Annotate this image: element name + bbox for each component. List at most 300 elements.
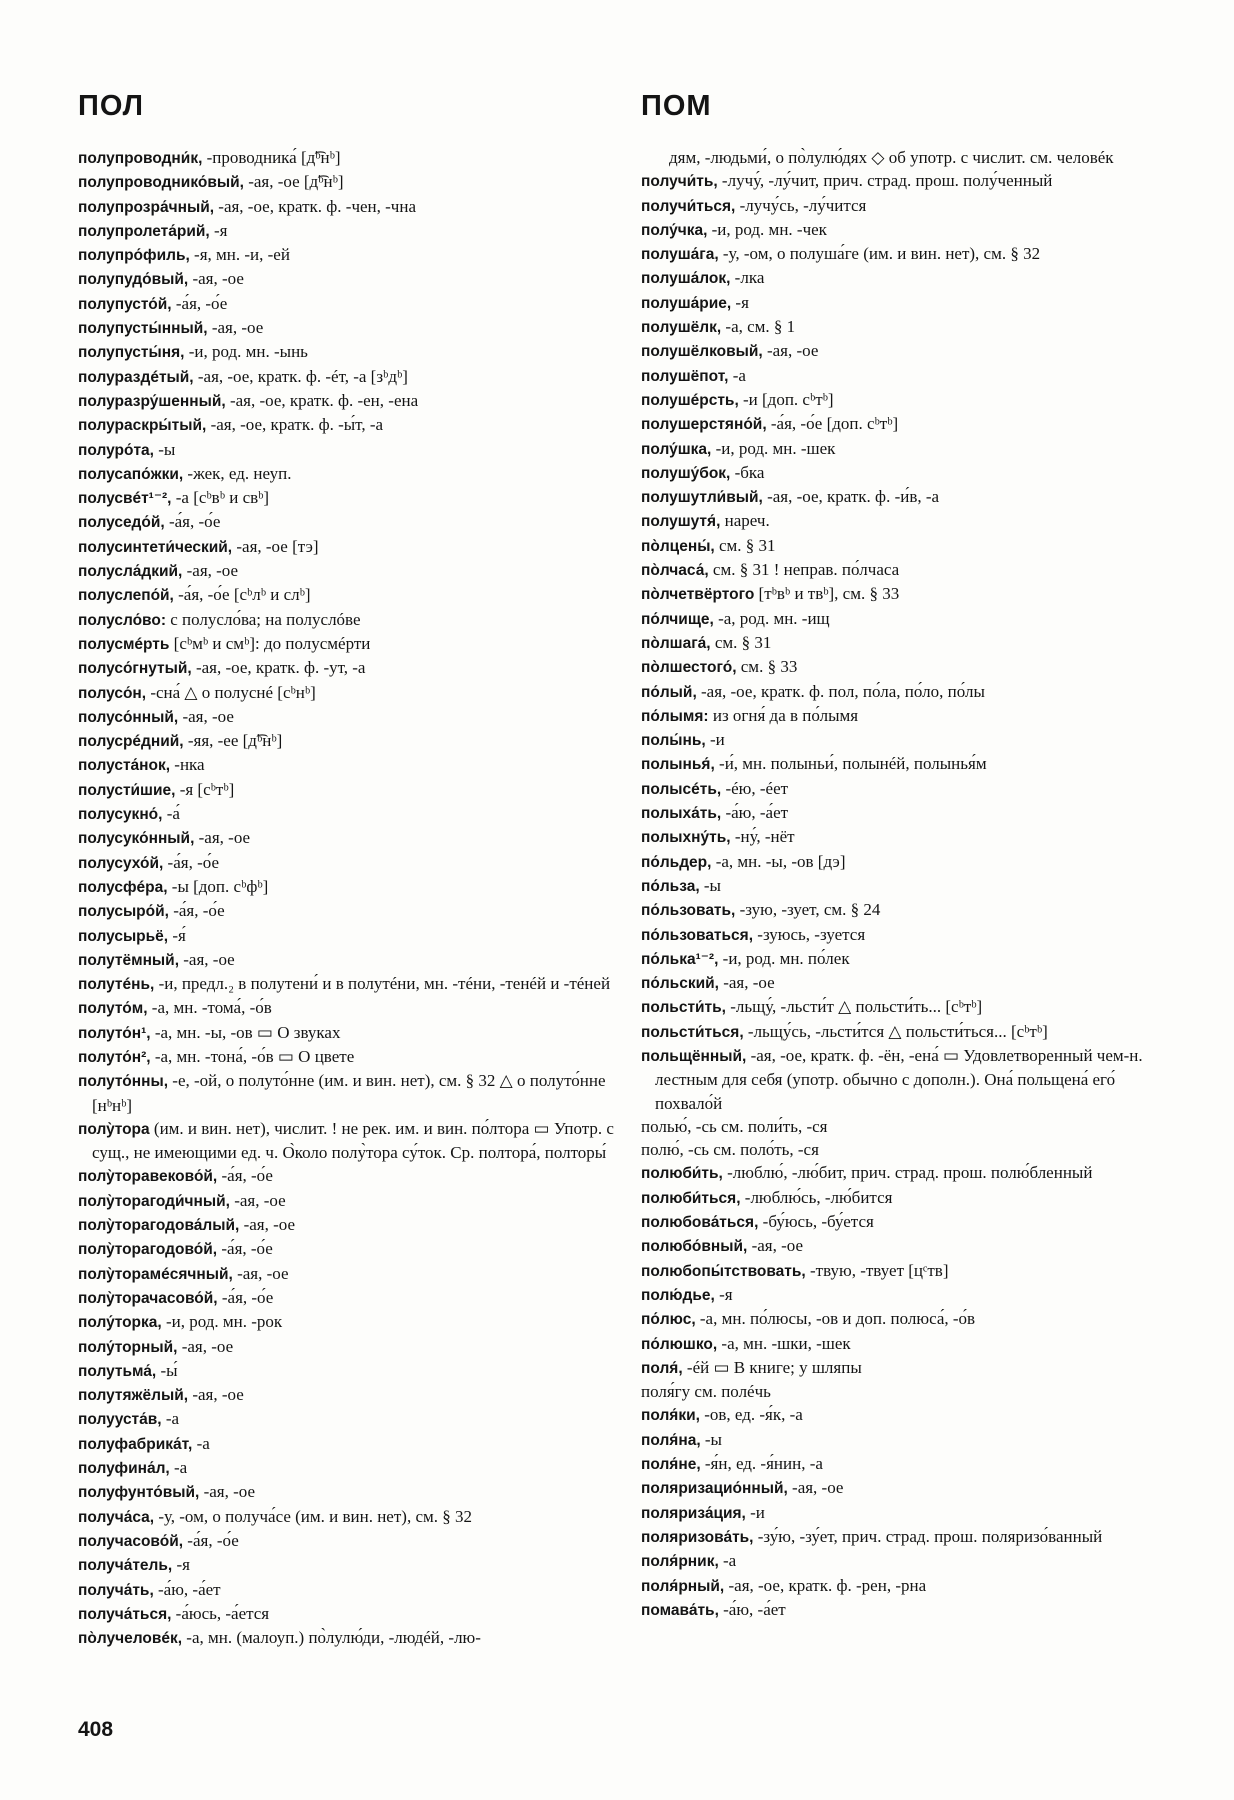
dictionary-entry xyxy=(78,632,615,656)
dictionary-entry xyxy=(78,778,615,802)
entry-definition: -я xyxy=(172,1555,190,1575)
dictionary-entry xyxy=(641,631,1168,655)
entry-headword: полу́чка, xyxy=(641,221,708,239)
dictionary-entry xyxy=(641,388,1168,412)
entry-headword: полусо́нный, xyxy=(78,708,179,726)
dictionary-entry xyxy=(78,1117,615,1165)
entry-headword: полуфина́л, xyxy=(78,1460,170,1478)
entry-definition: -ая, -ое xyxy=(188,269,244,289)
dictionary-entry xyxy=(78,389,615,413)
dictionary-entry xyxy=(78,243,615,267)
entry-headword: поля́не, xyxy=(641,1456,701,1474)
entry-headword: полусухо́й, xyxy=(78,854,164,872)
entry-headword: полуто́нны, xyxy=(78,1073,169,1091)
dictionary-entry xyxy=(78,1626,615,1650)
entry-headword: полупусто́й, xyxy=(78,295,172,313)
dictionary-entry xyxy=(641,1403,1168,1427)
dictionary-entry xyxy=(641,412,1168,436)
entry-headword: полусмéрть xyxy=(78,635,170,653)
entry-headword: полупусты́нный, xyxy=(78,320,208,338)
entry-headword: полюбо́вный, xyxy=(641,1238,748,1256)
dictionary-entry xyxy=(78,559,615,583)
dictionary-entry xyxy=(641,1549,1168,1573)
dictionary-entry xyxy=(78,608,615,632)
dictionary-entry xyxy=(641,242,1168,266)
entry-definition: -твую, -твует [цᶜтв] xyxy=(805,1260,949,1280)
entry-headword: полусуко́нный, xyxy=(78,830,195,848)
dictionary-entry xyxy=(78,972,615,996)
entry-definition: [сᵇмᵇ и смᵇ]: до полусмéрти xyxy=(169,633,371,653)
entry-headword: полюби́ть, xyxy=(641,1165,723,1183)
entry-definition: -ая, -ое xyxy=(199,1482,256,1502)
dictionary-entry xyxy=(641,1259,1168,1283)
entry-definition: (им. и вин. нет), числит. ! не рек. им. и вин. по́лтора ▭ Употр. с сущ., не имеющими ед. ч. О̀коло полу̀тора су́ток. Ср. полтора́, полторы́ xyxy=(92,1118,614,1163)
dictionary-entry xyxy=(641,534,1168,558)
entry-headword: по̀лчаса́, xyxy=(641,562,709,580)
entry-definition: -сна́ △ о полуснé [сᵇнᵇ] xyxy=(146,682,316,702)
entry-definition: -я xyxy=(731,292,749,312)
dictionary-entry xyxy=(78,510,615,534)
entry-definition: -а, мн. по́люсы, -ов и доп. полюса́, -о́в xyxy=(695,1309,976,1329)
entry-definition: -и, род. мн. по́лек xyxy=(718,948,850,968)
entry-definition: -нка xyxy=(170,755,205,775)
entry-headword: поляризацио́нный, xyxy=(641,1480,788,1498)
entry-headword: полушéрсть, xyxy=(641,391,739,409)
dictionary-entry xyxy=(78,996,615,1020)
entry-headword: полысéть, xyxy=(641,780,722,798)
entry-headword: польсти́ться, xyxy=(641,1023,744,1041)
entry-headword: полусырьё, xyxy=(78,927,169,945)
dictionary-entry xyxy=(78,1021,615,1045)
entry-definition: -бка xyxy=(730,462,765,482)
dictionary-entry xyxy=(641,194,1168,218)
entry-headword: поля́рник, xyxy=(641,1553,719,1571)
dictionary-entry xyxy=(641,1380,1168,1403)
entry-headword: полушу́бок, xyxy=(641,464,731,482)
entry-headword: полуфабрика́т, xyxy=(78,1435,193,1453)
dictionary-entry xyxy=(78,365,615,389)
dictionary-entry xyxy=(78,1359,615,1383)
entry-headword: полушутли́вый, xyxy=(641,489,763,507)
entry-definition: -ая, -ое xyxy=(182,561,239,581)
entry-headword: полупроводнико́вый, xyxy=(78,174,244,192)
entry-definition: полью́, -сь см. поли́ть, -ся xyxy=(641,1116,828,1136)
entry-headword: полуто́н¹, xyxy=(78,1024,151,1042)
entry-definition: -ая, -ое, кратк. ф. -и́в, -а xyxy=(762,487,940,507)
dictionary-entry xyxy=(78,875,615,899)
entry-definition: -ая, -ое, кратк. ф. -ен, -ена xyxy=(225,390,419,410)
entry-definition: -ая, -ое, кратк. ф. -ён, -ена́ ▭ Удовлетворенный чем-н. лестным для себя (употр. обычно с дополн.). Она́ польщена́ его́ похвало́й xyxy=(655,1045,1143,1113)
entry-definition: -éю, -éет xyxy=(721,778,789,798)
dictionary-entry xyxy=(641,947,1168,971)
entry-definition: -льщу́, -льсти́т △ польсти́ть... [сᵇтᵇ] xyxy=(726,997,983,1017)
entry-headword: полу̀тора xyxy=(78,1120,150,1138)
entry-definition: дям, -людьми́, о по̀лулю́дях ◇ об употр. с числит. см. человéк xyxy=(669,148,1114,167)
entry-headword: полу̀торагодова́лый, xyxy=(78,1217,240,1235)
entry-headword: полу̀торагодово́й, xyxy=(78,1241,218,1259)
entry-definition: -бу́юсь, -бу́ется xyxy=(758,1212,874,1232)
page-header-right: ПОМ xyxy=(641,90,712,122)
entry-headword: полууста́в, xyxy=(78,1411,162,1429)
entry-definition: -е, -ой, о полуто́нне (им. и вин. нет), см. § 32 △ о полуто́нне [нᵇнᵇ] xyxy=(92,1071,606,1115)
entry-headword: полураздéтый, xyxy=(78,368,194,386)
entry-definition: -а́я, -о́е [сᵇлᵇ и слᵇ] xyxy=(173,585,311,605)
entry-headword: полусвéт¹⁻², xyxy=(78,490,172,508)
dictionary-entry xyxy=(78,146,615,170)
dictionary-entry xyxy=(641,923,1168,947)
entry-headword: полусрéдний, xyxy=(78,733,184,751)
dictionary-entry xyxy=(78,292,615,316)
entry-definition: -ы xyxy=(699,875,721,895)
entry-headword: полупро́филь, xyxy=(78,247,190,265)
entry-definition: -ая, -ое xyxy=(229,1190,286,1210)
right-column xyxy=(641,146,1168,1622)
entry-headword: по̀лшестого́, xyxy=(641,659,737,677)
entry-headword: полупусты́ня, xyxy=(78,344,185,362)
entry-definition: -ая, -ое, кратк. ф. пол, по́ла, по́ло, по́лы xyxy=(696,681,985,701)
entry-definition: -а́я, -о́е xyxy=(217,1239,273,1259)
entry-definition: -а́юсь, -а́ется xyxy=(171,1603,270,1623)
dictionary-entry xyxy=(641,1138,1168,1161)
page-number: 408 xyxy=(78,1718,114,1741)
entry-definition: -ая, -ое, кратк. ф. -éт, -а [зᵇдᵇ] xyxy=(193,366,408,386)
entry-headword: полюбова́ться, xyxy=(641,1214,759,1232)
entry-headword: полюбопы́тствовать, xyxy=(641,1262,806,1280)
dictionary-entry xyxy=(641,437,1168,461)
entry-headword: полусти́шие, xyxy=(78,781,176,799)
dictionary-entry xyxy=(78,1553,615,1577)
dictionary-entry xyxy=(641,971,1168,995)
dictionary-entry xyxy=(641,1044,1168,1115)
entry-definition: поля́гу см. полéчь xyxy=(641,1382,771,1402)
entry-headword: полутéнь, xyxy=(78,976,155,994)
entry-headword: получа́са, xyxy=(78,1508,155,1526)
dictionary-entry xyxy=(641,1210,1168,1234)
entry-headword: полуста́нок, xyxy=(78,757,171,775)
dictionary-entry xyxy=(78,753,615,777)
entry-headword: полынья́, xyxy=(641,756,715,774)
entry-definition: -ы xyxy=(700,1429,722,1449)
entry-definition: -льщу́сь, -льсти́тся △ польсти́ться... [сᵇтᵇ] xyxy=(743,1021,1048,1041)
entry-definition: -я́н, ед. -я́нин, -а xyxy=(700,1454,823,1474)
dictionary-entry xyxy=(641,1525,1168,1549)
entry-definition: -я xyxy=(714,1284,733,1304)
entry-definition: -ов, ед. -я́к, -а xyxy=(699,1405,803,1425)
entry-headword: поля́на, xyxy=(641,1431,701,1449)
entry-definition: -и, род. мн. -рок xyxy=(161,1312,283,1332)
entry-definition: -а́я, -о́е xyxy=(217,1287,274,1307)
entry-definition: -и xyxy=(705,730,725,750)
entry-headword: получа́ть, xyxy=(78,1581,154,1599)
entry-definition: -а xyxy=(169,1458,188,1478)
entry-definition: -а́я, -о́е xyxy=(163,852,219,872)
dictionary-entry xyxy=(641,169,1168,193)
dictionary-entry xyxy=(641,1186,1168,1210)
entry-headword: получа́тель, xyxy=(78,1557,173,1575)
entry-definition: нареч. xyxy=(720,511,770,531)
entry-headword: по́льза, xyxy=(641,877,700,895)
entry-headword: полусфéра, xyxy=(78,878,168,896)
dictionary-entry xyxy=(641,607,1168,631)
dictionary-entry xyxy=(78,948,615,972)
entry-headword: полупролета́рий, xyxy=(78,222,210,240)
entry-headword: полушерстяно́й, xyxy=(641,416,767,434)
entry-definition: -и [доп. сᵇтᵇ] xyxy=(738,389,834,409)
dictionary-entry xyxy=(641,680,1168,704)
dictionary-entry xyxy=(641,898,1168,922)
entry-headword: полуша́лок, xyxy=(641,270,731,288)
dictionary-entry xyxy=(78,1189,615,1213)
dictionary-entry xyxy=(641,825,1168,849)
entry-headword: полуто́м, xyxy=(78,1000,148,1018)
entry-headword: по̀лшага́, xyxy=(641,634,711,652)
entry-definition: -зуюсь, -зуется xyxy=(753,924,866,944)
entry-definition: -а́ю, -а́ет xyxy=(718,1599,786,1619)
entry-definition: -а xyxy=(728,365,746,385)
entry-definition: -и, род. мн. -шек xyxy=(711,438,836,458)
entry-definition: -ы [доп. сᵇфᵇ] xyxy=(167,876,269,896)
entry-definition: -я́ xyxy=(168,925,186,945)
dictionary-entry xyxy=(78,1456,615,1480)
dictionary-entry xyxy=(78,1407,615,1431)
entry-definition: -ая, -ое xyxy=(188,1385,244,1405)
entry-definition: -и xyxy=(745,1502,765,1522)
dictionary-entry xyxy=(641,777,1168,801)
dictionary-entry xyxy=(78,1602,615,1626)
dictionary-entry xyxy=(641,461,1168,485)
entry-headword: полусо́гнутый, xyxy=(78,660,192,678)
entry-headword: полу́торный, xyxy=(78,1338,178,1356)
entry-headword: польщённый, xyxy=(641,1047,747,1065)
dictionary-entry xyxy=(641,1283,1168,1307)
entry-definition: -а́я, -о́е xyxy=(164,512,221,532)
dictionary-entry xyxy=(78,1069,615,1117)
entry-headword: полюби́ться, xyxy=(641,1189,741,1207)
dictionary-entry xyxy=(78,1480,615,1504)
entry-definition: -éй ▭ В книге; у шляпы xyxy=(682,1357,862,1377)
entry-headword: полу̀торавеково́й, xyxy=(78,1168,218,1186)
entry-headword: полупудо́вый, xyxy=(78,271,189,289)
entry-definition: -зу́ю, -зу́ет, прич. страд. прош. поляризо́ванный xyxy=(753,1526,1103,1546)
dictionary-entry xyxy=(78,316,615,340)
entry-definition: -а xyxy=(718,1551,737,1571)
entry-definition: -а, мн. (малоуп.) по̀лулю́ди, -людéй, -лю- xyxy=(182,1628,481,1648)
dictionary-entry xyxy=(641,1307,1168,1331)
left-column xyxy=(78,146,615,1650)
entry-definition: -а́я, -о́е [доп. сᵇтᵇ] xyxy=(766,414,899,434)
dictionary-entry xyxy=(641,1234,1168,1258)
entry-definition: [тᵇвᵇ и твᵇ], см. § 33 xyxy=(754,584,900,604)
dictionary-entry xyxy=(641,728,1168,752)
dictionary-entry xyxy=(641,218,1168,242)
dictionary-entry xyxy=(78,924,615,948)
entry-definition: -а, см. § 1 xyxy=(721,317,796,337)
entry-definition: -а, род. мн. -ищ xyxy=(713,608,830,628)
dictionary-entry xyxy=(641,1452,1168,1476)
entry-headword: по́люшко, xyxy=(641,1335,718,1353)
entry-definition: -ая, -ое xyxy=(239,1215,296,1235)
entry-definition: -а, мн. -тона́, -о́в ▭ О цвете xyxy=(150,1046,355,1066)
entry-headword: полусукно́, xyxy=(78,806,163,824)
dictionary-entry xyxy=(641,704,1168,728)
entry-definition: -ая, -ое xyxy=(178,706,234,726)
entry-definition: -лучу́сь, -лу́чится xyxy=(735,195,867,215)
entry-headword: полушутя́, xyxy=(641,513,721,531)
dictionary-entry xyxy=(641,1476,1168,1500)
entry-definition: -ая, -ое xyxy=(179,949,235,969)
dictionary-entry xyxy=(78,1045,615,1069)
entry-headword: полы́нь, xyxy=(641,732,706,750)
entry-headword: полуто́н², xyxy=(78,1048,151,1066)
entry-headword: получа́ться, xyxy=(78,1605,172,1623)
entry-headword: по́льдер, xyxy=(641,853,712,871)
dictionary-entry xyxy=(78,170,615,194)
dictionary-entry xyxy=(78,340,615,364)
dictionary-entry xyxy=(641,582,1168,606)
entry-headword: полу̀торачасово́й, xyxy=(78,1289,218,1307)
entry-headword: полусо́н, xyxy=(78,684,147,702)
entry-headword: по́льский, xyxy=(641,975,719,993)
entry-headword: полуша́рие, xyxy=(641,294,732,312)
dictionary-entry xyxy=(78,705,615,729)
entry-definition: -и́, мн. полыньи́, полынéй, полынья́м xyxy=(714,754,987,774)
entry-headword: полу̀торамéсячный, xyxy=(78,1265,233,1283)
entry-headword: полушёлк, xyxy=(641,319,722,337)
entry-definition: -ая, -ое, кратк. ф. -рен, -рна xyxy=(724,1575,927,1595)
dictionary-entry xyxy=(78,802,615,826)
page-header-left: ПОЛ xyxy=(78,90,145,122)
entry-definition: -а́ xyxy=(162,804,180,824)
entry-headword: полураскры́тый, xyxy=(78,417,207,435)
entry-headword: полусло́во: xyxy=(78,611,167,629)
dictionary-entry xyxy=(78,583,615,607)
entry-headword: помава́ть, xyxy=(641,1601,719,1619)
entry-headword: по́лый, xyxy=(641,683,697,701)
entry-definition: -ая, -ое xyxy=(232,1263,289,1283)
entry-headword: полупроводни́к, xyxy=(78,150,203,167)
entry-definition: -ая, -ое xyxy=(762,341,819,361)
dictionary-entry xyxy=(78,851,615,875)
entry-definition: -яя, -ее [д͡ᵇнᵇ] xyxy=(183,731,283,751)
entry-headword: поля́рный, xyxy=(641,1577,725,1595)
entry-definition: -люблю́, -лю́бит, прич. страд. прош. полю́бленный xyxy=(722,1163,1093,1183)
dictionary-entry xyxy=(641,1428,1168,1452)
entry-headword: получасово́й, xyxy=(78,1532,184,1550)
dictionary-entry xyxy=(78,1262,615,1286)
entry-definition: -жек, ед. неуп. xyxy=(183,463,292,483)
dictionary-entry xyxy=(641,655,1168,679)
entry-definition: -и, предл.₂ в полутени́ и в полутéни, мн. -тéни, -тенéй и -тéней xyxy=(154,974,611,994)
entry-headword: по́лчище, xyxy=(641,610,714,628)
dictionary-entry xyxy=(641,1115,1168,1138)
entry-definition: см. § 33 xyxy=(736,657,798,677)
entry-headword: полуфунто́вый, xyxy=(78,1484,200,1502)
dictionary-entry xyxy=(78,1578,615,1602)
entry-definition: -а́ю, -а́ет xyxy=(153,1579,221,1599)
entry-definition: -у, -ом, о получа́се (им. и вин. нет), см. § 32 xyxy=(154,1506,472,1526)
entry-definition: -а́ю, -а́ет xyxy=(721,803,789,823)
entry-definition: -я, мн. -и, -ей xyxy=(189,245,290,265)
dictionary-entry xyxy=(78,195,615,219)
entry-definition: -а, мн. -шки, -шек xyxy=(717,1333,851,1353)
dictionary-entry xyxy=(641,1574,1168,1598)
entry-headword: поля́, xyxy=(641,1359,683,1377)
dictionary-entry xyxy=(641,266,1168,290)
entry-definition: -ая, -ое, кратк. ф. -ут, -а xyxy=(191,658,366,678)
dictionary-entry xyxy=(641,364,1168,388)
entry-headword: по́льзоваться, xyxy=(641,926,754,944)
entry-definition: см. § 31 xyxy=(714,535,776,555)
dictionary-entry xyxy=(641,509,1168,533)
entry-definition: -ая, -ое xyxy=(207,318,264,338)
entry-headword: получи́ться, xyxy=(641,197,736,215)
entry-definition: -ая, -ое xyxy=(194,828,251,848)
dictionary-entry xyxy=(78,486,615,510)
entry-definition: -а́я, -о́е xyxy=(183,1530,239,1550)
entry-headword: поля́ки, xyxy=(641,1407,700,1425)
entry-definition: -а xyxy=(192,1433,210,1453)
entry-headword: полутяжёлый, xyxy=(78,1387,189,1405)
entry-definition: -лучу́, -лу́чит, прич. страд. прош. полу́ченный xyxy=(717,171,1053,191)
entry-definition: -а, мн. -ы, -ов [дэ] xyxy=(711,851,846,871)
entry-headword: полусапо́жки, xyxy=(78,465,184,483)
dictionary-entry xyxy=(641,1356,1168,1380)
entry-headword: полыхну́ть, xyxy=(641,829,731,847)
entry-headword: полушёпот, xyxy=(641,367,729,385)
entry-headword: полуслепо́й, xyxy=(78,587,174,605)
dictionary-entry xyxy=(78,438,615,462)
entry-definition: -ая, -ое xyxy=(787,1478,844,1498)
entry-headword: по̀лцены́, xyxy=(641,537,715,555)
dictionary-entry xyxy=(78,656,615,680)
dictionary-entry xyxy=(78,1432,615,1456)
entry-definition: -а́я, -о́е xyxy=(217,1166,273,1186)
dictionary-entry xyxy=(78,1529,615,1553)
dictionary-entry xyxy=(78,1310,615,1334)
entry-definition: -лка xyxy=(730,268,765,288)
dictionary-entry xyxy=(641,1020,1168,1044)
entry-headword: полю́дье, xyxy=(641,1286,715,1304)
entry-headword: полусинтети́ческий, xyxy=(78,538,233,556)
dictionary-entry xyxy=(641,339,1168,363)
dictionary-entry xyxy=(78,413,615,437)
entry-definition: -ы xyxy=(153,439,176,459)
entry-definition: -ая, -ое xyxy=(177,1336,234,1356)
dictionary-entry xyxy=(641,801,1168,825)
dictionary-entry xyxy=(641,1501,1168,1525)
entry-headword: полушёлковый, xyxy=(641,343,763,361)
entry-definition: -проводника́ [д͡ᵇнᵇ] xyxy=(202,148,341,167)
entry-definition: -ая, -ое xyxy=(747,1236,804,1256)
entry-headword: по́лымя: xyxy=(641,707,709,725)
dictionary-entry xyxy=(78,826,615,850)
entry-definition: -у, -ом, о полуша́ге (им. и вин. нет), см. § 32 xyxy=(718,244,1041,264)
entry-definition: -я [сᵇтᵇ] xyxy=(175,779,235,799)
dictionary-entry xyxy=(641,752,1168,776)
entry-definition: -ая, -ое [д͡ᵇнᵇ] xyxy=(243,172,344,192)
entry-headword: поляриза́ция, xyxy=(641,1504,746,1522)
entry-definition: -и, род. мн. -чек xyxy=(707,219,827,239)
entry-headword: полуша́га, xyxy=(641,246,719,264)
dictionary-entry xyxy=(641,1598,1168,1622)
entry-definition: с полусло́ва; на полуслóве xyxy=(166,609,361,629)
entry-definition: -и, род. мн. -ынь xyxy=(184,342,308,362)
entry-headword: поляризова́ть, xyxy=(641,1528,754,1546)
entry-headword: польсти́ть, xyxy=(641,999,726,1017)
dictionary-entry xyxy=(78,899,615,923)
entry-definition: см. § 31 xyxy=(710,632,772,652)
dictionary-entry xyxy=(78,1237,615,1261)
